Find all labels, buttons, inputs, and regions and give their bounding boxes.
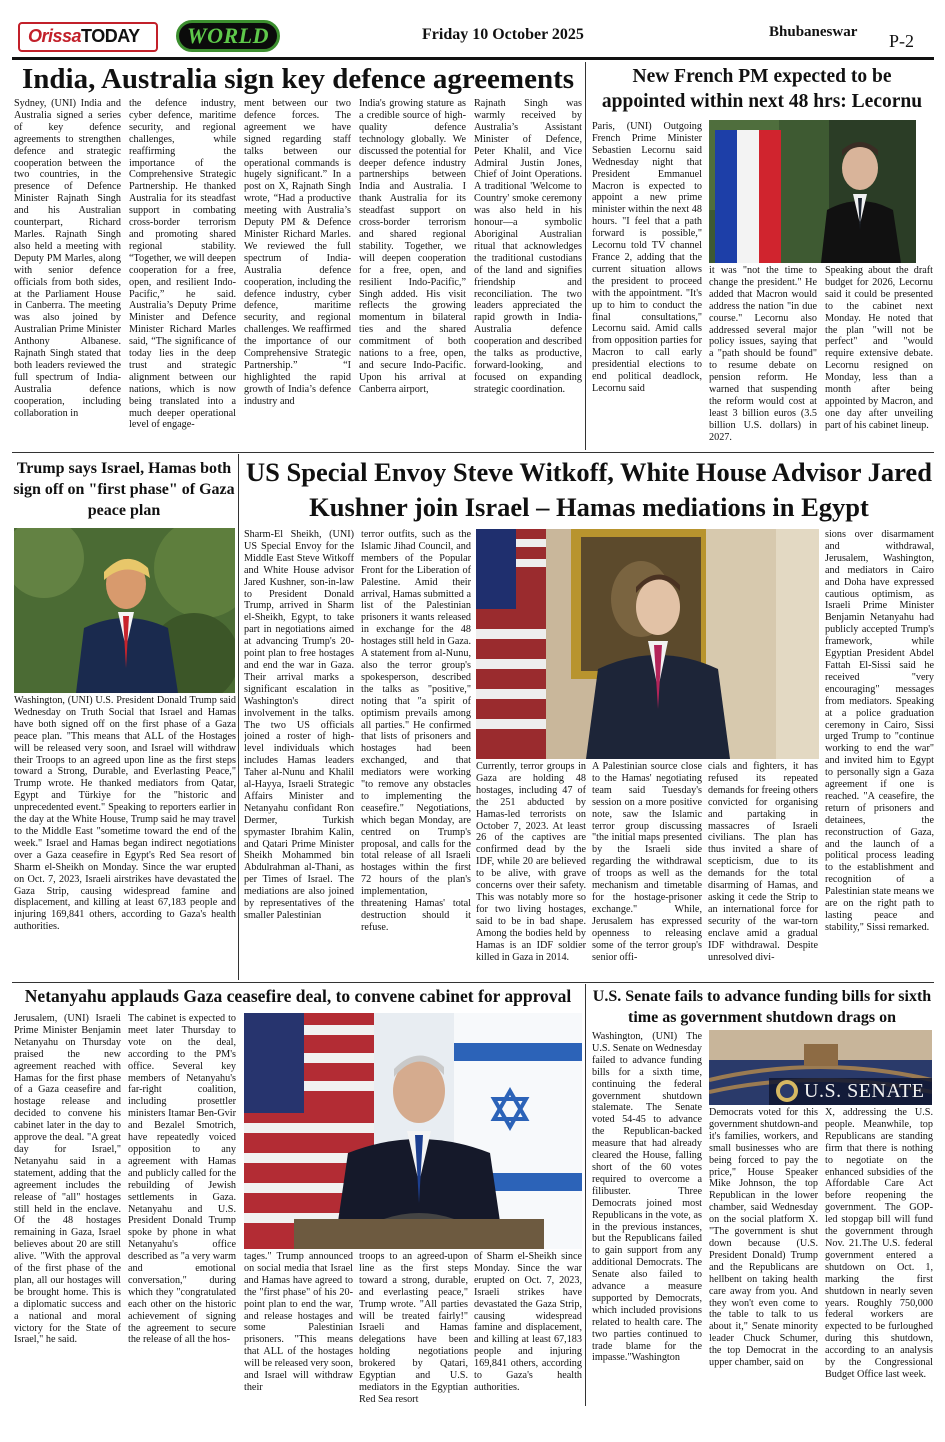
section-badge [176,20,280,52]
article-column: Speaking about the draft budget for 2026, Lecornu said it could be presented to the cabinet next Monday. He noted that the plan "will not be perfect" and "would require extensive debate. Lecornu resigned on Monday, less than a month after being appointed by Macron, and one day after unveiling part of his cabinet lineup. [825,265,933,431]
headline-french-pm[interactable]: New French PM expected to be appointed within next 48 hrs: Lecornu [601,66,923,112]
photo-kushner [476,529,819,759]
article-column: Washington, (UNI) The U.S. Senate on Wednesday failed to advance funding bills for a sixth time, continuing the federal government shutdown stalemate. The Senate voted 54-45 to advance the Republican-backed measure that had already cleared the House, falling short of the 60 votes required to overcome a filibuster. Three Democrats joined most Republicans in the vote, as in the previous instances, but the Republicans failed to gain support from any additional Democrats. The Senate also failed to advance a measure supported by Democrats, which included provisions related to health care. The two parties continued to trade blame for the impasse."Washington [592,1031,702,1364]
issue-date: Friday 10 October 2025 [422,26,584,43]
photo-lecornu [709,120,916,263]
edition-city: Bhubaneswar [769,24,858,40]
article-column: Rajnath Singh was warmly received by Australia’s Assistant Minister of Defence, Peter Khalil, and Vice Admiral Justin Jones, Chief of Joint Operations. A traditional 'Welcome to Country' smoke ceremony was also held in his honour—a symbolic Aboriginal Australian ritual that acknowledges the traditional custodians of the land and signifies friendship and reconciliation. The two leaders appreciated the rapid growth in India-Australia defence cooperation and described the talks as productive, forward-looking, and focused on expanding strategic coordination. [474,98,582,395]
article-column: Democrats voted for this government shutdown-and it's families, workers, and small businesses who are being forced to pay the price," House Speaker Mike Johnson, the top Republican in the lower chamber, said Wednesday on the social platform X. "The government is shut down because (U.S. President Donald) Trump and the Republicans are hellbent on taking health care away from you. And they won't even come to the table to talk to us about it," Senate minority leader Chuck Schumer, the top Democrat in the upper chamber, said on [709,1107,818,1369]
article-column: tages." Trump announced on social media that Israel and Hamas have agreed to the "first phase" of his 20-point plan to end the war, and release hostages and some Palestinian prisoners. "This means that ALL of the hostages will be released very soon, and Israel will withdraw their [244,1251,353,1393]
headline-india-australia[interactable]: India, Australia sign key defence agreements [21,63,575,95]
section-label: WORLD [187,23,269,48]
section-divider [12,452,934,453]
article-column: terror outfits, such as the Islamic Jihad Council, and members of the Popular Front for the Liberation of Palestine. Amid their arrival, Hamas submitted a list of the Palestinian prisoners it wants released in exchange for the 48 hostages still held in Gaza. A statement from al-Nunu, also the terror group's spokesperson, described the talks as "positive," noting that "a spirit of optimism prevails among all parties." He confirmed that lists of prisoners and hostages had been exchanged, and that mediators were working "to remove any obstacles to implementing the ceasefire." Negotiations, which began Monday, are centred on Trump's proposal, and calls for the total release of all Israeli hostages within the first 72 hours of the plan's implementation, threatening Hamas' total destruction should it refuse. [361,529,471,933]
section-divider [12,982,934,983]
article-column: the defence industry, cyber defence, maritime security, and regional challenges, while reaffirming the importance of the Comprehensive Strategic Partnership. He thanked Australia for its steadfast support in combating cross-border terrorism and promoting shared regional stability. “Together, we will deepen cooperation for a free, open, and resilient Indo-Pacific,” he said. Australia’s Deputy Prime Minister and Defence Minister Richard Marles said, “The significance of today lies in the deep trust and strategic alignment between our nations, which is now being translated into a much deeper operational level of engage- [129,98,236,431]
article-column: Currently, terror groups in Gaza are holding 48 hostages, including 47 of the 251 abducted by Hamas-led terrorists on October 7, 2023. At least 26 of the captives are confirmed dead by the IDF, while 20 are believed to be alive, with grave concerns over their safety. This was notably more so for two living hostages, said to be in bad shape. Among the bodies held by Hamas is an IDF soldier killed in Gaza in 2014. [476,761,586,963]
article-column: Sydney, (UNI) India and Australia signed a series of key defence agreements to strengthen defence and strategic cooperation between the two countries, in the presence of Defence Minister Rajnath Singh and his Australian counterpart, Richard Marles. Rajnath Singh also held a meeting with Deputy PM Marles, along with senior defence officials from both sides, at the Parliament House in Canberra. The meeting was also joined by Australian Prime Minister Anthony Albanese. Rajnath Singh stated that both leaders reviewed the full spectrum of India-Australia defence cooperation, including collaboration in [14,98,121,419]
photo-trump [14,528,235,693]
logo-orissa: Orissa [28,26,82,46]
article-column: X, addressing the U.S. people. Meanwhile, top Republicans are standing firm that there is nothing to negotiate on the enhanced subsidies of the Affordable Care Act before reopening the government. The GOP-led stopgap bill will fund the government through Nov. 21.The U.S. federal government entered a shutdown on Oct. 1, marking the first shutdown in nearly seven years. Roughly 750,000 federal workers are expected to be furloughed during this shutdown, according to an analysis by the Congressional Budget Office last week. [825,1107,933,1380]
article-column: of Sharm el-Sheikh since Monday. Since the war erupted on Oct. 7, 2023, Israeli strikes have devastated the Gaza Strip, causing widespread famine and displacement, and killing at least 67,183 people and injuring 169,841 others, according to Gaza's health authorities. [474,1251,582,1393]
headline-us-senate[interactable]: U.S. Senate fails to advance funding bills for sixth time as government shutdown drags on [592,988,932,1026]
article-column: A Palestinian source close to the Hamas' negotiating team said Tuesday's session on a more positive note, saw the Islamic terror group discussing "the initial maps presented by the Israeli side regarding the withdrawal of troops as well as the mechanism and timetable for the hostage-prisoner exchange." While, Jerusalem has expressed openness to releasing some of the terror group's senior offi- [592,761,702,963]
article-column: cials and fighters, it has refused its repeated demands for freeing others convicted for organising and partaking in massacres of Israeli civilians. The plan has thus invited a share of scepticism, due to its demands for the total disarming of Hamas, and asking it cede the Strip to an international force for security of the war-torn enclave amid a gradual IDF withdrawal. Despite unresolved divi- [708,761,818,963]
logo-today: TODAY [81,26,140,46]
article-column: The cabinet is expected to meet later Thursday to vote on the deal, according to the PM's office. Several key members of Netanyahu's far-right coalition, including prosettler ministers Itamar Ben-Gvir and Bezalel Smotrich, have repeatedly voiced opposition to any agreement with Hamas and publicly called for the rebuilding of Jewish settlements in Gaza. Netanyahu and U.S. President Donald Trump spoke by phone in what Netanyahu's office described as "a very warm and emotional conversation," during which they "congratulated each other on the historic achievement of signing the agreement to secure the release of all the hos- [128,1013,236,1346]
senate-photo-caption: U.S. SENATE [804,1080,925,1102]
column-divider [238,454,239,980]
page-number: P-2 [889,31,915,51]
article-column: it was "not the time to change the president." He added that Macron would address the nation "in due course." Lecornu also addressed several major policy issues, saying that a "path should be found" to resume debate on pension reform. He warned that suspending the reform would cost at least 3 billion euros (3.5 billion U.S. dollars) in 2027. [709,265,817,443]
article-column: troops to an agreed-upon line as the first steps toward a strong, durable, and everlasting peace," Trump wrote. "All parties will be treated fairly!" Israeli and Hamas delegations have been holding negotiations brokered by Qatari, Egyptian and U.S. mediators in the Egyptian Red Sea resort [359,1251,468,1405]
orissa-today-logo[interactable] [18,22,158,52]
article-column: Washington, (UNI) U.S. President Donald Trump said Wednesday on Truth Social that Israel and Hamas have both signed off on the first phase of a Gaza peace plan. "This means that ALL of the Hostages will be released very soon, and Israel will withdraw their Troops to an agreed upon line as the first steps toward a Strong, Durable, and Everlasting Peace," Trump wrote. He thanked mediators from Qatar, Egypt and Türkiye for the "historic and unprecedented event." Speaking to reporters earlier in the day at the White House, Trump said he may travel to the Middle East "sometime toward the end of the week." Israel and Hamas began indirect negotiations over a Gaza ceasefire in Egypt's Red Sea resort of Sharm el-Sheikh on Monday. Since the war erupted on Oct. 7, 2023, Israeli airstrikes have devastated the Gaza Strip, causing widespread famine and displacement, and killing at least 67,183 people and injuring 169,841 others, according to Gaza's health authorities. [14,695,236,933]
photo-senate-chamber [709,1030,932,1105]
headline-witkoff-kushner[interactable]: US Special Envoy Steve Witkoff, White House Advisor Jared Kushner join Israel – Hamas mediations in Egypt [246,457,932,522]
photo-netanyahu [244,1013,582,1249]
column-divider [585,984,586,1406]
article-column: Paris, (UNI) Outgoing French Prime Minister Sebastien Lecornu said Wednesday night that President Emmanuel Macron is expected to appoint a new prime minister within the next 48 hours. "I feel that a path forward is possible," Lecornu told TV channel France 2, adding that the current situation allows the president to proceed with the appointment. "It's up to him to conduct the final consultations," Lecornu said. Amid calls from opposition parties for Macron to call early presidential elections to end political deadlock, Lecornu said [592,121,702,394]
article-column: ment between our two defence forces. The agreement we have signed regarding staff talks between our operational commands is hugely significant.” In a post on X, Rajnath Singh wrote, “Had a productive meeting with Australia’s Deputy PM & Defence Minister Richard Marles. We reviewed the full spectrum of India-Australia defence cooperation, including the defence industry, cyber defence, maritime security, and regional challenges. We reaffirmed the importance of our Comprehensive Strategic Partnership.” “I highlighted the rapid growth of India’s defence industry and [244,98,351,407]
headline-netanyahu[interactable]: Netanyahu applauds Gaza ceasefire deal, to convene cabinet for approval [24,986,572,1006]
column-divider [585,62,586,450]
article-column: Jerusalem, (UNI) Israeli Prime Minister Benjamin Netanyahu on Thursday praised the new agreement reached with Hamas for the first phase of a Gaza ceasefire and hostage release and decided to convene his cabinet later in the day to approve the deal. "A great day for Israel," Netanyahu said in a statement, adding that the agreement includes the release of "all" hostages still held in the enclave. Of the 48 hostages remaining in Gaza, Israel believes about 20 are still alive. "With the approval of the first phase of the plan, all our hostages will be brought home. This is a diplomatic success and a national and moral victory for the State of Israel," he said. [14,1013,121,1346]
article-column: India's growing stature as a credible source of high-quality defence technology globally. We discussed the potential for deeper defence industry partnerships between India and Australia. I thank Australia for its steadfast support on cross-border terrorism and shared regional stability. Together, we will deepen cooperation for a free, open, and resilient Indo-Pacific,” Singh added. His visit reflects the growing momentum in bilateral ties and the shared commitment of both nations to a free, open, and secure Indo-Pacific. Upon his arrival at Canberra airport, [359,98,466,395]
article-column: sions over disarmament and withdrawal, Jerusalem, Washington, and mediators in Cairo and Doha have expressed cautious optimism, as Israeli Prime Minister Benjamin Netanyahu had publicly accepted Trump's framework, while Egyptian President Abdel Fattah El-Sissi said he received "very encouraging" messages from mediators. Speaking at a police graduation ceremony in Cairo, Sissi urged Trump to "continue working to end the war" and invited him to Egypt to personally sign a Gaza agreement if one is reached. "A ceasefire, the return of prisoners and detainees, the reconstruction of Gaza, and the launch of a political process leading to the establishment and recognition of a Palestinian state means we are on the right path to lasting peace and stability," Sissi remarked. [825,529,934,933]
article-column: Sharm-El Sheikh, (UNI) US Special Envoy for the Middle East Steve Witkoff and White House advisor Jared Kushner, son-in-law to President Donald Trump, arrived in Sharm el-Sheikh, Egypt, to take part in negotiations aimed at advancing Trump's 20-point plan to free hostages and end the war in Gaza. Their arrival marks a significant escalation in Washington's direct involvement in the talks. The two US officials joined a roster of high-level individuals which includes Hamas leaders Taher al-Nunu and Khalil al-Hayya, Israeli Strategic Affairs Minister and Netanyahu confidant Ron Dermer, Turkish spymaster Ibrahim Kalin, and Qatari Prime Minister Sheikh Mohammed bin Abdulrahman al-Thani, as per Times of Israel. The mediations are also joined by representatives of the smaller Palestinian [244,529,354,921]
headline-trump-phase[interactable]: Trump says Israel, Hamas both sign off on "first phase" of Gaza peace plan [13,460,235,519]
masthead [12,12,934,60]
